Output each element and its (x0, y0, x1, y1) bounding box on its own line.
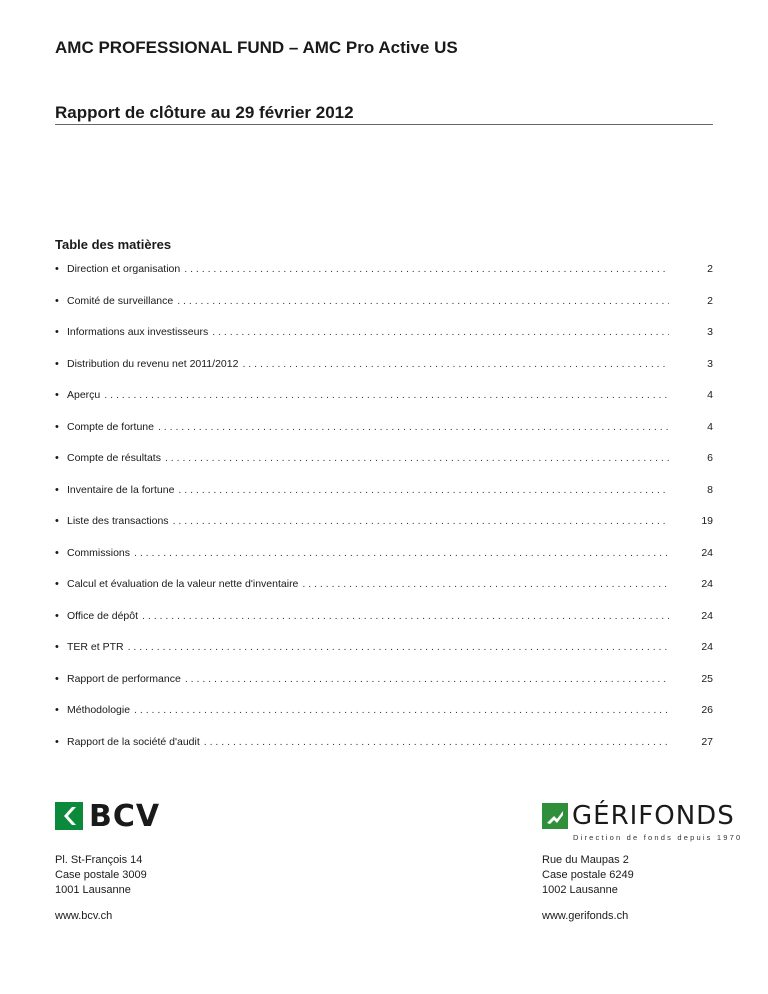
gerifonds-website-link[interactable]: www.gerifonds.ch (542, 910, 629, 922)
toc-entry-page: 4 (707, 389, 713, 401)
report-title: AMC PROFESSIONAL FUND – AMC Pro Active US (55, 38, 458, 57)
bullet-icon: • (55, 483, 59, 496)
toc-entry[interactable] (55, 642, 713, 674)
toc-entry-label: Commissions (67, 546, 131, 559)
toc-entry-label: Rapport de la société d'audit (67, 735, 200, 748)
bullet-icon: • (55, 357, 59, 370)
toc-entry-page: 3 (707, 357, 713, 370)
dot-leader (184, 264, 669, 275)
toc-entry-page: 2 (707, 263, 713, 275)
bcv-address-line: Case postale 3009 (55, 869, 147, 881)
gerifonds-address-line: Rue du Maupas 2 (542, 854, 629, 866)
dot-leader (134, 705, 669, 716)
toc-entry-label: Calcul et évaluation de la valeur nette d'inventaire (67, 578, 299, 590)
toc-entry-label: Méthodologie (67, 704, 131, 716)
bullet-icon: • (55, 546, 59, 559)
gerifonds-address-line: 1002 Lausanne (542, 884, 618, 896)
toc-entry-label: Compte de fortune (67, 420, 154, 433)
bcv-website-link[interactable]: www.bcv.ch (55, 910, 113, 922)
bullet-icon: • (55, 263, 59, 275)
toc-entry[interactable] (55, 327, 713, 359)
dot-leader (158, 422, 669, 433)
toc-entry-page: 8 (707, 483, 713, 496)
dot-leader (302, 579, 669, 590)
toc-entry[interactable] (55, 674, 713, 706)
dot-leader (204, 737, 669, 748)
dot-leader (177, 296, 669, 307)
bullet-icon: • (55, 452, 59, 464)
toc-entry-page: 24 (701, 546, 713, 559)
toc-entry-page: 27 (701, 735, 713, 748)
dot-leader (178, 485, 669, 496)
gerifonds-logo-mark-icon (542, 803, 568, 829)
toc-heading: Table des matières (55, 237, 172, 252)
bullet-icon: • (55, 420, 59, 433)
bcv-logo-mark-icon (55, 802, 83, 830)
toc-entry[interactable] (55, 296, 713, 328)
bcv-address (55, 853, 147, 898)
toc-entry[interactable] (55, 548, 713, 580)
toc-entry[interactable] (55, 422, 713, 454)
toc-entry-page: 25 (701, 672, 713, 685)
bullet-icon: • (55, 389, 59, 401)
toc-entry-page: 24 (701, 578, 713, 590)
dot-leader (173, 516, 669, 527)
toc-entry-page: 2 (707, 294, 713, 307)
dot-leader (185, 674, 669, 685)
toc-entry-label: Informations aux investisseurs (67, 326, 209, 338)
toc-entry-label: Distribution du revenu net 2011/2012 (67, 357, 239, 370)
toc-entry-label: Inventaire de la fortune (67, 483, 175, 496)
dot-leader (242, 359, 669, 370)
toc-entry-label: Comité de surveillance (67, 294, 174, 307)
bullet-icon: • (55, 672, 59, 685)
gerifonds-address-line: Case postale 6249 (542, 869, 634, 881)
toc-entry-label: Aperçu (67, 389, 101, 401)
bullet-icon: • (55, 735, 59, 748)
toc-entry-page: 24 (701, 609, 713, 622)
bcv-logo (55, 798, 161, 834)
dot-leader (142, 611, 669, 622)
dot-leader (104, 390, 669, 401)
toc-entry[interactable] (55, 611, 713, 643)
gerifonds-logo (542, 801, 743, 842)
toc-entry-page: 19 (701, 515, 713, 527)
dot-leader (165, 453, 669, 464)
bullet-icon: • (55, 515, 59, 527)
bullet-icon: • (55, 609, 59, 622)
toc-entry-label: Office de dépôt (67, 609, 139, 622)
toc-entry-label: Rapport de performance (67, 672, 181, 685)
gerifonds-tagline: Direction de fonds depuis 1970 (573, 833, 743, 842)
dot-leader (134, 548, 669, 559)
report-subtitle: Rapport de clôture au 29 février 2012 (55, 103, 354, 122)
toc-entry-label: Liste des transactions (67, 515, 169, 527)
toc-entry[interactable] (55, 359, 713, 391)
toc-entry-page: 3 (707, 326, 713, 338)
toc-entry-label: Direction et organisation (67, 263, 181, 275)
bullet-icon: • (55, 326, 59, 338)
bcv-logo-text: BCV (89, 798, 161, 834)
toc-list (55, 264, 713, 768)
title-divider (55, 124, 713, 125)
gerifonds-address (542, 853, 634, 898)
gerifonds-logo-text: GÉRIFONDS (572, 801, 735, 831)
toc-entry[interactable] (55, 516, 713, 548)
toc-entry[interactable] (55, 705, 713, 737)
toc-entry-page: 6 (707, 452, 713, 464)
bullet-icon: • (55, 704, 59, 716)
toc-entry-label: Compte de résultats (67, 452, 161, 464)
toc-entry[interactable] (55, 579, 713, 611)
toc-entry[interactable] (55, 737, 713, 769)
toc-entry[interactable] (55, 453, 713, 485)
bcv-address-line: Pl. St-François 14 (55, 854, 143, 866)
dot-leader (212, 327, 669, 338)
toc-entry-page: 26 (701, 704, 713, 716)
toc-entry[interactable] (55, 264, 713, 296)
toc-entry-label: TER et PTR (67, 641, 124, 653)
bullet-icon: • (55, 294, 59, 307)
toc-entry-page: 4 (707, 420, 713, 433)
toc-entry[interactable] (55, 485, 713, 517)
bullet-icon: • (55, 578, 59, 590)
bcv-address-line: 1001 Lausanne (55, 884, 131, 896)
toc-entry[interactable] (55, 390, 713, 422)
toc-entry-page: 24 (701, 641, 713, 653)
dot-leader (128, 642, 669, 653)
bullet-icon: • (55, 641, 59, 653)
